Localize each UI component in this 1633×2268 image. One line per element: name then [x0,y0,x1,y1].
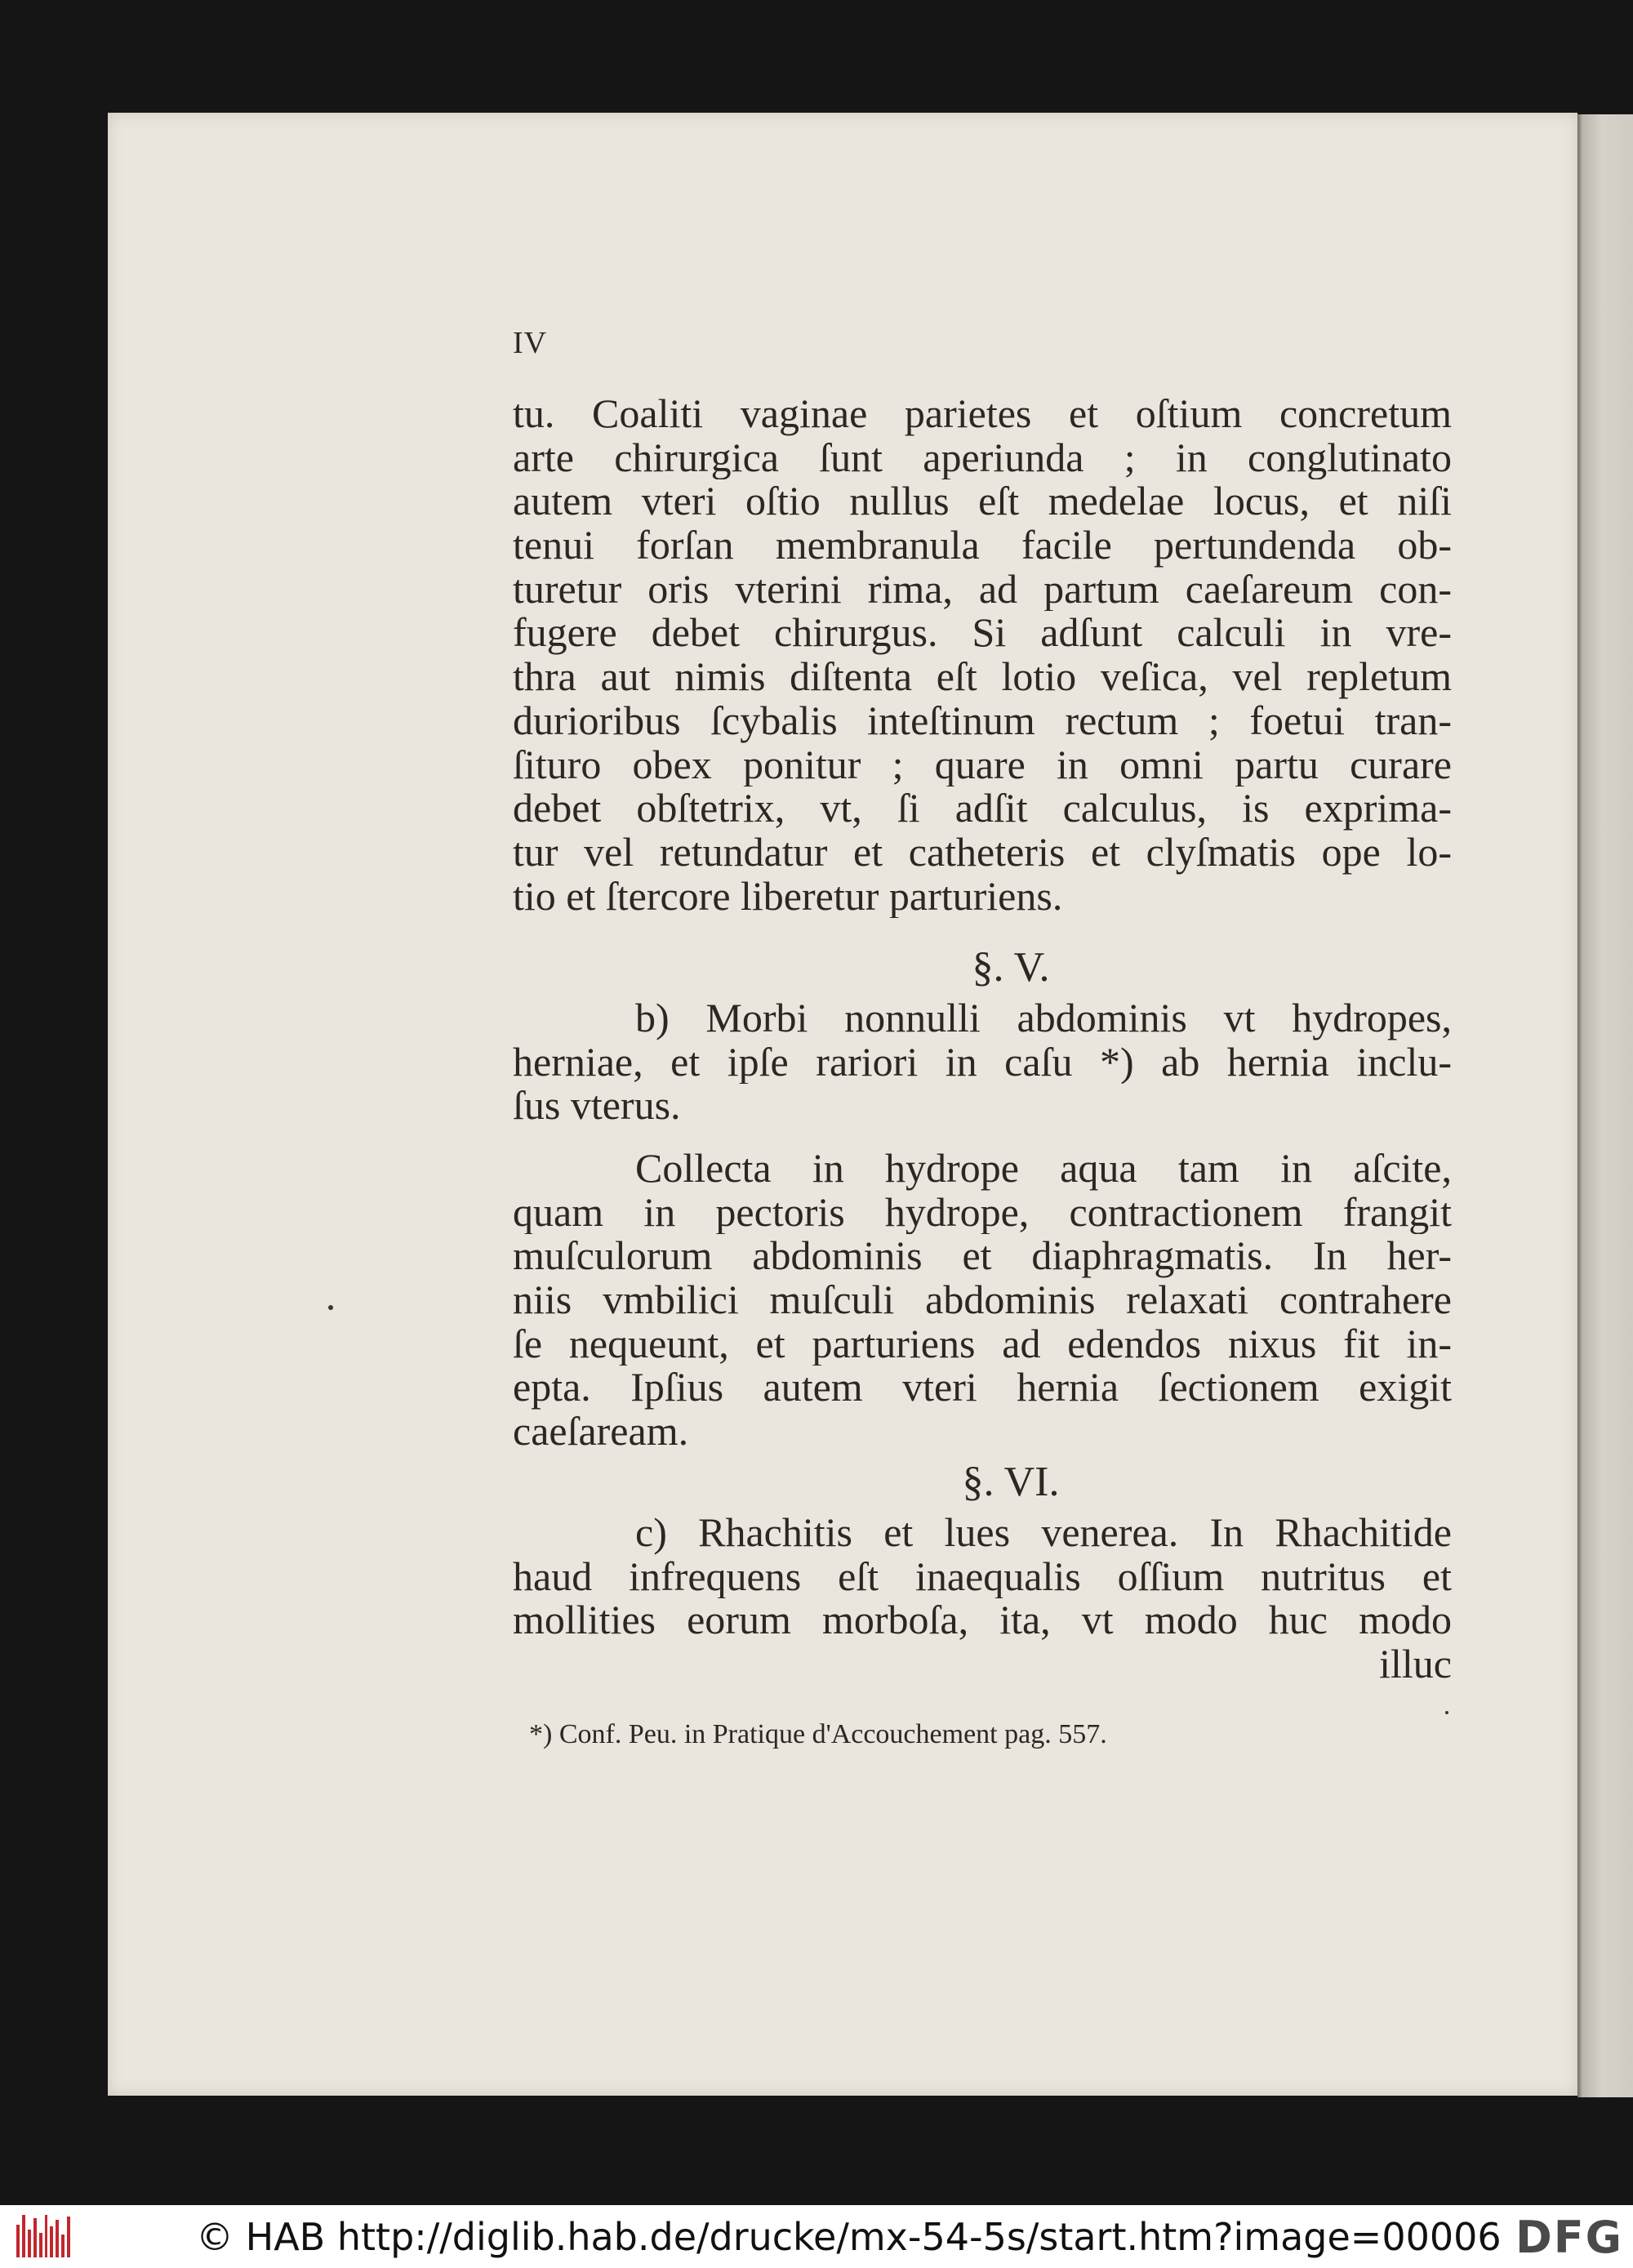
section-v [513,939,1452,1128]
text-line: Collecta in hydrope aqua tam in aſcite, [635,1147,1452,1191]
text-line: epta. Ipſius autem vteri hernia ſectionem exigit [513,1366,1452,1410]
text-line: turetur oris vterini rima, ad partum caeſareum con- [513,567,1452,612]
barcode-icon [16,2215,70,2257]
paper-speck [1445,1711,1448,1714]
text-line: tur vel retundatur et catheteris et clyſmatis ope lo- [513,830,1452,875]
text-line: tu. Coaliti vaginae parietes et oſtium concretum [513,392,1452,436]
text-line: autem vteri oſtio nullus eſt medelae locus, et niſi [513,479,1452,524]
text-line: quam in pectoris hydrope, contractionem frangit [513,1190,1452,1235]
text-line: mollities eorum morboſa, ita, vt modo huc modo [513,1598,1452,1643]
text-line: haud infrequens eſt inaequalis oſſium nutritus et [513,1554,1452,1599]
text-line: ſus vterus. [513,1084,681,1129]
footnote: *) Conf. Peu. in Pratique d'Accouchement pag. 557. [529,1719,1107,1749]
catchword: illuc [1379,1642,1452,1687]
text-line: durioribus ſcybalis inteſtinum rectum ; foetui tran- [513,698,1452,743]
text-line: debet obſtetrix, vt, ſi adſit calculus, is exprima- [513,786,1452,831]
dfg-logo: DFG [1515,2212,1623,2263]
section-heading: §. V. [972,944,1050,991]
text-line: herniae, et ipſe rariori in caſu *) ab hernia inclu- [513,1040,1452,1085]
paragraph-continuation [513,392,1452,918]
section-v-paragraph [513,1147,1452,1454]
adjacent-page-edge [1577,114,1633,2097]
text-line: fugere debet chirurgus. Si adſunt calculi in vre- [513,611,1452,656]
text-line: tio et ſtercore liberetur parturiens. [513,874,1063,919]
text-line: muſculorum abdominis et diaphragmatis. In her- [513,1234,1452,1279]
text-line: c) Rhachitis et lues venerea. In Rhachitide [635,1511,1452,1555]
section-vi [513,1454,1452,1687]
section-heading: §. VI. [962,1459,1060,1505]
text-line: b) Morbi nonnulli abdominis vt hydropes, [635,996,1452,1040]
text-line: caeſaream. [513,1410,689,1454]
text-line: ſituro obex ponitur ; quare in omni partu curare [513,742,1452,787]
text-line: arte chirurgica ſunt aperiunda ; in conglutinato [513,435,1452,480]
text-line: thra aut nimis diſtenta eſt lotio veſica, vel repletum [513,655,1452,699]
viewer-footer [0,2205,1633,2268]
text-line: niis vmbilici muſculi abdominis relaxati contrahere [513,1278,1452,1322]
text-line: tenui forſan membranula facile pertundenda ob- [513,524,1452,568]
paper-speck [328,1305,333,1310]
copyright-link[interactable]: © HAB http://diglib.hab.de/drucke/mx-54-5s/start.htm?image=00006 [196,2215,1502,2259]
text-line: ſe nequeunt, et parturiens ad edendos nixus fit in- [513,1321,1452,1366]
page-number: IV [513,326,548,360]
